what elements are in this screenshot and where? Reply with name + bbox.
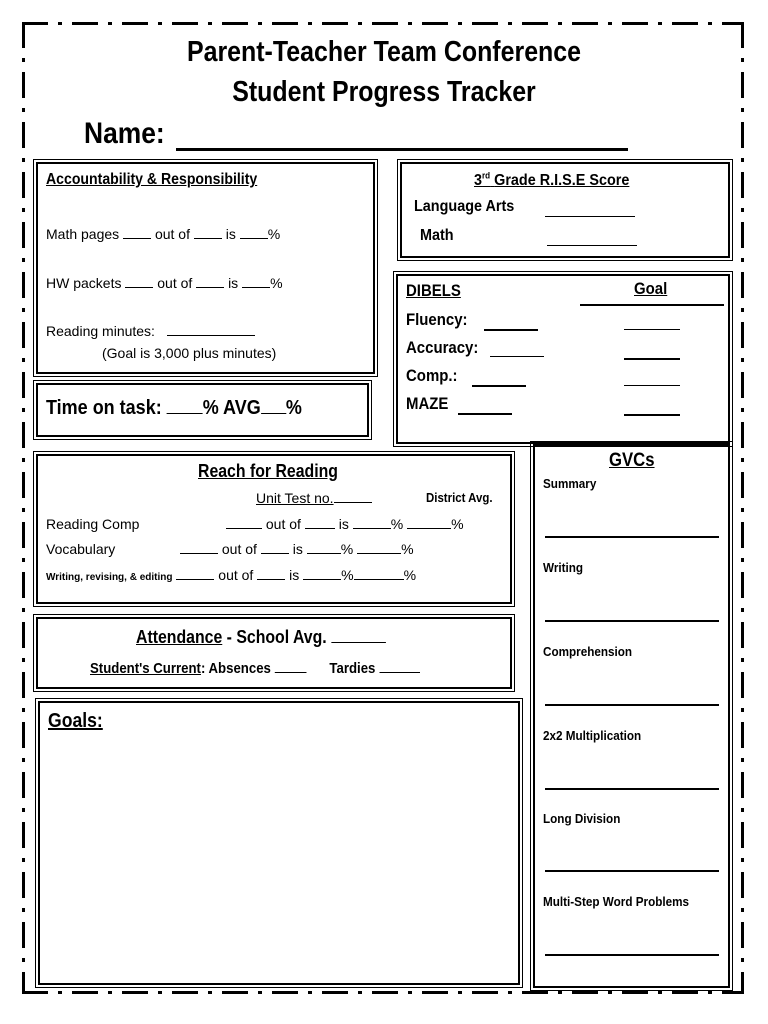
frame-dash: [108, 991, 112, 994]
math-label: Math: [420, 227, 454, 244]
hw-packets-done-field[interactable]: [125, 273, 153, 288]
frame-dash: [322, 22, 348, 25]
dibels-box: [396, 274, 730, 444]
frame-dash: [522, 22, 548, 25]
frame-dash: [741, 822, 744, 848]
math-pages-percent-field[interactable]: [240, 224, 268, 239]
percent-sign: %: [340, 541, 354, 557]
frame-dash: [741, 308, 744, 312]
frame-dash: [741, 172, 744, 198]
frame-dash: [658, 22, 662, 25]
comp-field[interactable]: [472, 369, 526, 387]
frame-dash: [741, 722, 744, 748]
frame-dash: [741, 658, 744, 662]
frame-dash: [572, 991, 598, 994]
vocabulary-score-field[interactable]: [180, 539, 218, 554]
frame-dash: [22, 472, 25, 498]
percent-sign: %: [270, 275, 283, 291]
math-pages-done-field[interactable]: [123, 224, 151, 239]
name-label: Name:: [84, 117, 165, 150]
hw-packets-total-field[interactable]: [196, 273, 224, 288]
frame-dash: [22, 722, 25, 748]
frame-dash: [22, 372, 25, 398]
gvc-summary-field[interactable]: [545, 536, 719, 538]
frame-dash: [741, 372, 744, 398]
name-field[interactable]: [176, 148, 628, 151]
writing-row: [46, 565, 416, 583]
frame-dash: [741, 708, 744, 712]
maze-field[interactable]: [458, 397, 512, 415]
frame-dash: [22, 808, 25, 812]
vocabulary-row: [46, 539, 414, 557]
frame-dash: [522, 991, 548, 994]
absences-label: : Absences: [200, 660, 271, 677]
frame-dash: [741, 958, 744, 962]
frame-dash: [741, 322, 744, 348]
writing-total-field[interactable]: [257, 565, 285, 580]
absences-field[interactable]: [275, 658, 307, 673]
frame-dash: [22, 172, 25, 198]
frame-dash: [208, 22, 212, 25]
frame-dash: [741, 908, 744, 912]
percent-sign: %: [403, 567, 417, 583]
frame-dash: [22, 22, 48, 25]
frame-dash: [22, 208, 25, 212]
frame-dash: [741, 58, 744, 62]
frame-dash: [608, 991, 612, 994]
frame-dash: [22, 858, 25, 862]
frame-dash: [22, 258, 25, 262]
reading-comp-score-field[interactable]: [226, 514, 262, 529]
time-on-task-box: [36, 383, 369, 437]
percent-sign: %: [341, 567, 354, 583]
frame-dash: [222, 991, 248, 994]
gvc-item-writing: Writing: [543, 560, 584, 575]
reading-minutes-row: [46, 321, 255, 339]
time-on-task-label: Time on task:: [46, 397, 162, 419]
frame-dash: [408, 991, 412, 994]
frame-dash: [508, 991, 512, 994]
frame-dash: [22, 922, 25, 948]
frame-dash: [741, 572, 744, 598]
frame-dash: [708, 22, 712, 25]
frame-dash: [741, 258, 744, 262]
reading-goal-note: (Goal is 3,000 plus minutes): [102, 345, 277, 361]
gvc-item-word-problems: Multi-Step Word Problems: [543, 894, 690, 909]
title-line-1: Parent-Teacher Team Conference: [186, 36, 582, 68]
frame-dash: [741, 608, 744, 612]
frame-dash: [608, 22, 612, 25]
accuracy-field[interactable]: [490, 342, 544, 357]
frame-dash: [22, 108, 25, 112]
frame-dash: [22, 272, 25, 298]
out-of-text: out of: [265, 516, 301, 532]
frame-dash: [622, 991, 648, 994]
hw-packets-label: HW packets: [46, 275, 122, 291]
frame-dash: [741, 22, 744, 48]
frame-dash: [222, 22, 248, 25]
vocabulary-district-field[interactable]: [357, 539, 401, 554]
attendance-heading-row: [136, 627, 386, 648]
out-of-text: out of: [218, 567, 254, 583]
gvcs-heading: GVCs: [609, 450, 655, 471]
avg-field[interactable]: [261, 399, 286, 414]
frame-dash: [22, 322, 25, 348]
frame-dash: [58, 22, 62, 25]
accountability-box: [36, 162, 375, 374]
frame-dash: [108, 22, 112, 25]
frame-dash: [22, 508, 25, 512]
gvc-long-division-field[interactable]: [545, 870, 719, 872]
frame-dash: [22, 422, 25, 448]
maze-goal-field[interactable]: [624, 398, 680, 416]
goal-heading-rule: [580, 304, 724, 306]
is-text: is: [225, 226, 236, 242]
frame-dash: [22, 708, 25, 712]
student-current-row: [90, 658, 420, 677]
frame-dash: [22, 158, 25, 162]
accuracy-goal-field[interactable]: [624, 342, 680, 360]
frame-dash: [22, 958, 25, 962]
tardies-label: Tardies: [329, 660, 376, 677]
frame-dash: [741, 772, 744, 798]
hw-packets-percent-field[interactable]: [242, 273, 270, 288]
frame-dash: [158, 22, 162, 25]
frame-dash: [372, 22, 398, 25]
fluency-goal-field[interactable]: [624, 315, 680, 330]
avg-label: % AVG: [202, 397, 261, 419]
frame-dash: [22, 908, 25, 912]
math-pages-total-field[interactable]: [194, 224, 222, 239]
rise-score-box: [400, 162, 730, 258]
fluency-field[interactable]: [484, 313, 538, 331]
frame-dash: [22, 458, 25, 462]
frame-dash: [22, 558, 25, 562]
frame-dash: [622, 22, 648, 25]
reach-for-reading-box: [36, 454, 512, 604]
page-title: [54, 32, 714, 112]
frame-dash: [22, 308, 25, 312]
frame-dash: [22, 772, 25, 798]
reading-comp-total-field[interactable]: [305, 514, 335, 529]
frame-dash: [22, 622, 25, 648]
math-score-field[interactable]: [547, 231, 637, 246]
frame-dash: [658, 991, 662, 994]
percent-sign: %: [285, 397, 302, 419]
frame-dash: [58, 991, 62, 994]
rise-heading-grade: 3rd Grade R.I.S.E Score: [474, 171, 630, 190]
reading-minutes-field[interactable]: [167, 321, 255, 336]
district-avg-label: District Avg.: [426, 490, 493, 505]
comp-label: Comp.:: [406, 366, 458, 385]
comp-goal-field[interactable]: [624, 371, 680, 386]
frame-dash: [172, 22, 198, 25]
is-text: is: [338, 516, 349, 532]
frame-dash: [358, 991, 362, 994]
writing-score-field[interactable]: [176, 565, 214, 580]
frame-dash: [22, 72, 25, 98]
language-arts-label: Language Arts: [414, 198, 515, 215]
gvc-word-problems-field[interactable]: [545, 954, 719, 956]
unit-test-label: Unit Test no.: [256, 490, 334, 506]
frame-dash: [322, 991, 348, 994]
reading-comp-row: [46, 514, 464, 532]
maze-label: MAZE: [406, 394, 449, 413]
rise-heading: [474, 171, 629, 190]
math-pages-label: Math pages: [46, 226, 120, 242]
frame-dash: [458, 991, 462, 994]
frame-dash: [22, 822, 25, 848]
attendance-box: [36, 617, 512, 689]
frame-dash: [741, 72, 744, 98]
frame-dash: [572, 22, 598, 25]
frame-dash: [741, 672, 744, 698]
goals-box[interactable]: [38, 701, 520, 985]
unit-test-number-field[interactable]: [334, 488, 372, 503]
frame-dash: [741, 758, 744, 762]
school-avg-label: - School Avg.: [222, 627, 327, 647]
frame-dash: [22, 22, 25, 48]
frame-dash: [708, 991, 712, 994]
frame-dash: [741, 408, 744, 412]
frame-dash: [22, 672, 25, 698]
percent-sign: %: [390, 516, 404, 532]
goals-heading: Goals:: [48, 710, 103, 732]
frame-dash: [22, 872, 25, 898]
frame-dash: [308, 991, 312, 994]
writing-district-field[interactable]: [354, 565, 404, 580]
title-line-2: Student Progress Tracker: [232, 76, 536, 108]
accountability-heading: Accountability & Responsibility: [46, 171, 258, 188]
language-arts-score-field[interactable]: [545, 202, 635, 217]
frame-dash: [22, 972, 25, 994]
frame-dash: [472, 991, 498, 994]
frame-dash: [741, 208, 744, 212]
goal-heading: Goal: [634, 279, 668, 298]
reach-heading: Reach for Reading: [198, 461, 338, 481]
vocabulary-total-field[interactable]: [261, 539, 289, 554]
percent-sign: %: [401, 541, 414, 557]
out-of-text: out of: [157, 275, 193, 291]
fluency-label: Fluency:: [406, 310, 468, 329]
reading-comp-label: Reading Comp: [46, 516, 140, 532]
frame-dash: [258, 991, 262, 994]
gvcs-box: [533, 444, 730, 988]
school-avg-field[interactable]: [331, 628, 386, 643]
frame-dash: [272, 22, 298, 25]
frame-dash: [408, 22, 412, 25]
frame-dash: [258, 22, 262, 25]
frame-dash: [558, 22, 562, 25]
vocabulary-percent-field[interactable]: [307, 539, 341, 554]
frame-dash: [741, 808, 744, 812]
frame-dash: [558, 991, 562, 994]
frame-dash: [672, 991, 698, 994]
gvc-item-summary: Summary: [543, 476, 597, 491]
reading-minutes-label: Reading minutes:: [46, 323, 155, 339]
frame-dash: [122, 22, 148, 25]
frame-dash: [741, 522, 744, 548]
frame-dash: [741, 158, 744, 162]
frame-dash: [741, 622, 744, 648]
frame-dash: [158, 991, 162, 994]
hw-packets-row: [46, 273, 283, 291]
frame-dash: [208, 991, 212, 994]
is-text: is: [228, 275, 239, 291]
frame-dash: [122, 991, 148, 994]
frame-dash: [172, 991, 198, 994]
frame-dash: [741, 922, 744, 948]
frame-dash: [22, 222, 25, 248]
gvc-comprehension-field[interactable]: [545, 704, 719, 706]
frame-dash: [22, 358, 25, 362]
gvc-writing-field[interactable]: [545, 620, 719, 622]
frame-dash: [741, 472, 744, 498]
frame-dash: [458, 22, 462, 25]
out-of-text: out of: [221, 541, 257, 557]
frame-dash: [741, 458, 744, 462]
frame-dash: [272, 991, 298, 994]
frame-dash: [372, 991, 398, 994]
frame-dash: [72, 991, 98, 994]
frame-dash: [422, 991, 448, 994]
math-pages-row: [46, 224, 280, 242]
unit-test-row: [256, 488, 372, 506]
frame-dash: [741, 108, 744, 112]
gvc-item-comprehension: Comprehension: [543, 644, 633, 659]
frame-dash: [741, 272, 744, 298]
frame-dash: [22, 408, 25, 412]
frame-dash: [741, 122, 744, 148]
is-text: is: [292, 541, 303, 557]
frame-dash: [741, 422, 744, 448]
writing-label: Writing, revising, & editing: [46, 572, 173, 583]
frame-dash: [22, 991, 48, 994]
frame-dash: [741, 872, 744, 898]
frame-dash: [22, 122, 25, 148]
accuracy-label: Accuracy:: [406, 338, 479, 357]
frame-dash: [672, 22, 698, 25]
frame-dash: [72, 22, 98, 25]
frame-dash: [22, 758, 25, 762]
dibels-heading: DIBELS: [406, 281, 461, 300]
percent-sign: %: [267, 226, 281, 242]
frame-dash: [22, 522, 25, 548]
gvc-item-multiplication: 2x2 Multiplication: [543, 728, 642, 743]
is-text: is: [289, 567, 300, 583]
frame-dash: [422, 22, 448, 25]
frame-dash: [741, 558, 744, 562]
frame-dash: [472, 22, 498, 25]
attendance-heading: Attendance: [136, 627, 223, 647]
gvc-multiplication-field[interactable]: [545, 788, 719, 790]
out-of-text: out of: [154, 226, 190, 242]
reading-comp-percent-field[interactable]: [353, 514, 391, 529]
frame-dash: [308, 22, 312, 25]
frame-dash: [22, 608, 25, 612]
vocabulary-label: Vocabulary: [46, 541, 116, 557]
frame-dash: [741, 972, 744, 994]
tardies-field[interactable]: [379, 658, 419, 673]
frame-dash: [22, 658, 25, 662]
students-current-label: Student's Current: [90, 660, 201, 677]
time-on-task-field[interactable]: [167, 399, 203, 414]
frame-dash: [741, 358, 744, 362]
frame-dash: [22, 572, 25, 598]
gvc-item-long-division: Long Division: [543, 811, 621, 826]
frame-dash: [741, 858, 744, 862]
reading-comp-district-field[interactable]: [407, 514, 451, 529]
frame-dash: [741, 222, 744, 248]
frame-dash: [741, 508, 744, 512]
frame-dash: [508, 22, 512, 25]
frame-dash: [22, 58, 25, 62]
writing-percent-field[interactable]: [303, 565, 341, 580]
frame-dash: [358, 22, 362, 25]
time-on-task-row: [46, 397, 302, 420]
percent-sign: %: [451, 516, 464, 532]
